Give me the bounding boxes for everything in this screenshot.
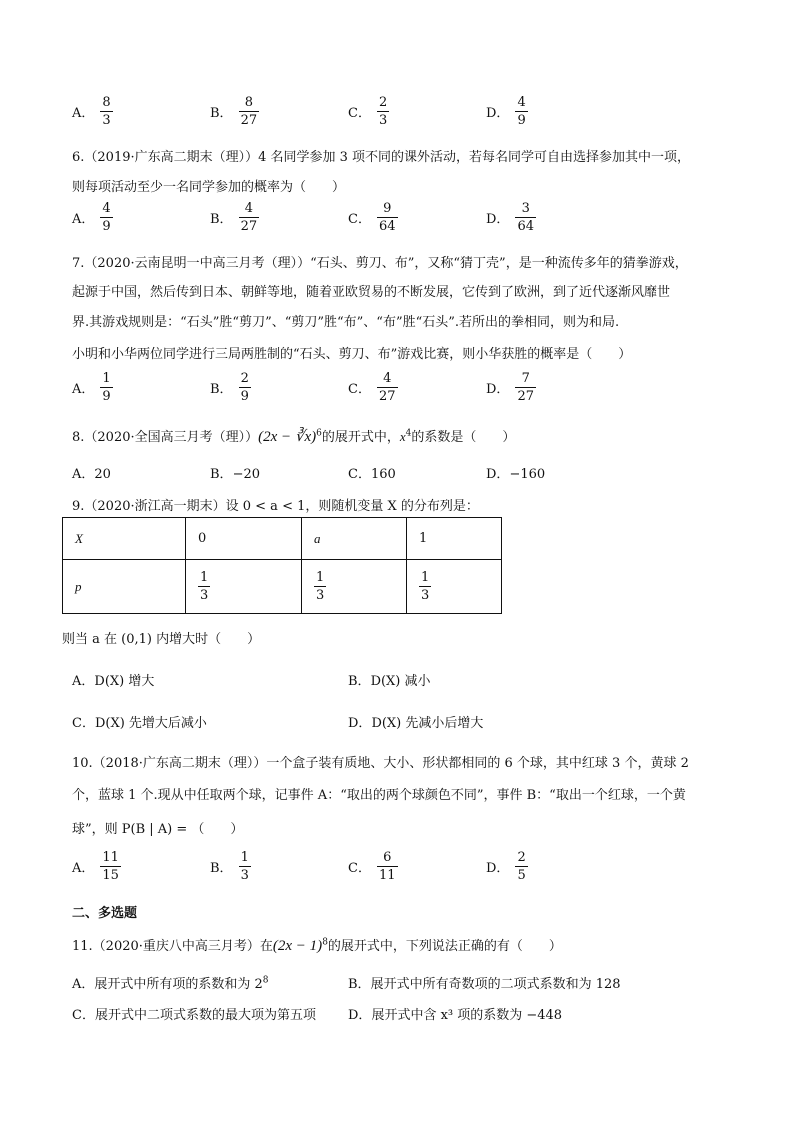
q5-option-c: [348, 96, 389, 127]
q8-term: x: [399, 429, 406, 444]
denominator: 9: [102, 389, 111, 404]
q11-prefix: 11.（2020·重庆八中高三月考）在: [72, 939, 273, 954]
fraction: [100, 96, 112, 127]
q10-option-d: [486, 851, 528, 882]
fraction: [419, 571, 431, 602]
denominator: 9: [517, 113, 526, 128]
option-label: D．: [486, 106, 510, 121]
q11-option-d: [348, 1004, 562, 1023]
q11-stem: [72, 935, 562, 955]
denominator: 64: [378, 219, 396, 234]
fraction: [239, 851, 251, 882]
q8-term-exponent: 4: [405, 428, 412, 439]
option-text: −20: [232, 467, 260, 482]
q6-stem-line2: 则每项活动至少一名同学参加的概率为（ ）: [72, 180, 346, 195]
fraction: [239, 96, 260, 127]
option-label: C．: [348, 106, 371, 121]
numerator: 4: [517, 95, 526, 110]
denominator: 64: [517, 219, 534, 234]
denominator: 27: [240, 219, 258, 234]
option-label: B．: [210, 861, 233, 876]
q8-option-b: [210, 463, 260, 482]
fraction: [377, 202, 398, 233]
q8-expression: (2x − ∛x): [258, 429, 317, 445]
numerator: 1: [316, 570, 325, 585]
option-label: C．: [72, 1008, 95, 1023]
option-text: 展开式中所有奇数项的二项式系数和为 128: [370, 977, 621, 992]
numerator: 2: [240, 371, 249, 386]
option-label: C．: [348, 212, 371, 227]
table-cell: [407, 560, 502, 614]
denominator: 15: [102, 868, 119, 883]
option-label: B．: [348, 674, 371, 689]
q7-option-b: [210, 372, 251, 403]
fraction: [198, 571, 210, 602]
denominator: 9: [240, 389, 249, 404]
option-label: B．: [348, 977, 371, 992]
q8-option-d: [486, 463, 545, 482]
q8-prefix: 8.（2020·全国高三月考（理））: [72, 430, 259, 445]
numerator: 9: [377, 202, 398, 218]
distribution-table: [62, 517, 502, 614]
numerator: 2: [378, 95, 388, 110]
fraction: [515, 96, 527, 127]
option-label: C．: [348, 382, 371, 397]
table-header-row: [63, 518, 502, 560]
q10-option-c: [348, 851, 398, 882]
q9-after-table: 则当 a 在 (0,1) 内增大时（ ）: [62, 632, 261, 647]
option-label: D．: [486, 212, 510, 227]
table-row: [63, 560, 502, 614]
option-label: D．: [486, 861, 510, 876]
q11-option-b: [348, 973, 621, 992]
q6-option-c: [348, 202, 398, 233]
q9-option-a: [72, 670, 154, 689]
option-text: −160: [509, 467, 546, 482]
q11-option-c: [72, 1004, 316, 1023]
numerator: 2: [517, 850, 526, 865]
numerator: 1: [240, 850, 249, 865]
option-label: A．: [72, 382, 95, 397]
q7-stem-line3: 界.其游戏规则是：“石头”胜“剪刀”、“剪刀”胜“布”、“布”胜“石头”.若所出的拳相同，则为和局.: [72, 315, 620, 330]
fraction: [377, 851, 398, 882]
fraction: [239, 202, 260, 233]
denominator: 3: [316, 588, 325, 603]
q6-option-d: [486, 202, 536, 233]
option-label: B．: [210, 467, 233, 482]
numerator: 4: [239, 202, 260, 218]
q10-stem-line1: 10.（2018·广东高二期末（理））一个盒子装有质地、大小、形状都相同的 6 个球，其中红球 3 个，黄球 2: [72, 756, 689, 771]
fraction: [377, 96, 389, 127]
q11-exponent: 8: [322, 937, 328, 948]
option-label: B．: [210, 212, 233, 227]
q5-option-a: [72, 96, 113, 127]
numerator: 6: [377, 851, 398, 867]
option-label: B．: [210, 382, 233, 397]
table-header-cell: a: [302, 518, 407, 560]
q8-option-a: [72, 463, 111, 482]
denominator: 11: [378, 868, 396, 883]
option-label: C．: [348, 467, 371, 482]
q9-option-c: [72, 712, 207, 731]
option-text: 展开式中含 x³ 项的系数为 −448: [371, 1008, 563, 1023]
denominator: 9: [102, 219, 111, 234]
q9-option-d: [348, 712, 483, 731]
numerator: 1: [421, 570, 430, 585]
fraction: [239, 372, 251, 403]
q7-stem-line1: 7.（2020·云南昆明一中高三月考（理））“石头、剪刀、布”，又称“猜丁壳”，是一种流传多年的猜拳游戏，: [72, 256, 688, 271]
q6-option-a: [72, 202, 113, 233]
denominator: 3: [240, 868, 249, 883]
fraction: [314, 571, 326, 602]
option-label: D．: [348, 1008, 372, 1023]
denominator: 3: [421, 588, 430, 603]
fraction: [100, 851, 121, 882]
q7-stem-line4: 小明和小华两位同学进行三局两胜制的“石头、剪刀、布”游戏比赛，则小华获胜的概率是（ ）: [72, 347, 632, 362]
option-text: D(X) 减小: [370, 674, 431, 689]
q7-option-c: [348, 372, 398, 403]
table-header-cell: X: [63, 518, 186, 560]
option-text: D(X) 增大: [94, 674, 155, 689]
option-label: A．: [72, 861, 95, 876]
option-label: C．: [348, 861, 371, 876]
q9-stem: 9.（2020·浙江高一期末）设 0 < a < 1，则随机变量 X 的分布列是：: [72, 499, 479, 514]
fraction: [515, 851, 527, 882]
option-superscript: 8: [262, 975, 269, 986]
option-text: 20: [94, 467, 111, 482]
option-label: D．: [486, 382, 510, 397]
denominator: 3: [378, 113, 388, 128]
numerator: 4: [102, 201, 111, 216]
fraction: [100, 202, 112, 233]
option-label: A．: [72, 106, 95, 121]
option-label: A．: [72, 212, 95, 227]
q11-suffix: 的展开式中，下列说法正确的有（ ）: [327, 939, 562, 954]
q7-option-a: [72, 372, 113, 403]
denominator: 27: [517, 389, 534, 404]
option-label: A．: [72, 674, 95, 689]
q8-option-c: [348, 463, 396, 482]
q8-suffix: 的系数是（ ）: [411, 430, 516, 445]
table-header-cell: 1: [407, 518, 502, 560]
q5-option-b: [210, 96, 259, 127]
option-label: D．: [486, 467, 510, 482]
denominator: 3: [200, 588, 209, 603]
fraction: [377, 372, 398, 403]
option-text: 展开式中所有项的系数和为 2: [94, 977, 263, 992]
denominator: 27: [378, 389, 396, 404]
q11-expression: (2x − 1): [272, 938, 323, 954]
option-text: 160: [370, 467, 396, 482]
q10-option-b: [210, 851, 251, 882]
q6-stem-line1: 6.（2019·广东高二期末（理））4 名同学参加 3 项不同的课外活动，若每名同学可自由选择参加其中一项，: [72, 150, 691, 165]
denominator: 3: [102, 113, 111, 128]
q7-stem-line2: 起源于中国，然后传到日本、朝鲜等地，随着亚欧贸易的不断发展，它传到了欧洲，到了近代逐渐风靡世: [72, 285, 671, 300]
numerator: 8: [102, 95, 111, 110]
option-label: A．: [72, 467, 95, 482]
q8-middle: 的展开式中，: [321, 430, 400, 445]
numerator: 8: [239, 96, 260, 112]
numerator: 3: [515, 202, 536, 218]
numerator: 1: [200, 570, 209, 585]
option-text: D(X) 先增大后减小: [94, 716, 207, 731]
option-text: 展开式中二项式系数的最大项为第五项: [94, 1008, 316, 1023]
option-text: D(X) 先减小后增大: [371, 716, 484, 731]
table-header-cell: 0: [186, 518, 302, 560]
q10-stem-line3: 球”，则 P(B | A) = （ ）: [72, 822, 244, 837]
table-cell: [186, 560, 302, 614]
option-label: D．: [348, 716, 372, 731]
numerator: 1: [102, 371, 111, 386]
option-label: A．: [72, 977, 95, 992]
table-cell: [302, 560, 407, 614]
fraction: [515, 372, 536, 403]
q6-option-b: [210, 202, 259, 233]
fraction: [515, 202, 536, 233]
denominator: 27: [240, 113, 258, 128]
numerator: 7: [515, 372, 536, 388]
option-label: C．: [72, 716, 95, 731]
q9-option-b: [348, 670, 431, 689]
option-label: B．: [210, 106, 233, 121]
q11-option-a: [72, 973, 269, 992]
q7-option-d: [486, 372, 536, 403]
numerator: 11: [102, 850, 119, 865]
fraction: [100, 372, 112, 403]
q10-stem-line2: 个，蓝球 1 个.现从中任取两个球，记事件 A：“取出的两个球颜色不同”，事件 B：“取出一个红球，一个黄: [72, 788, 686, 803]
q10-option-a: [72, 851, 121, 882]
q5-option-d: [486, 96, 528, 127]
denominator: 5: [517, 868, 526, 883]
q8-exponent: 6: [316, 428, 322, 439]
numerator: 4: [377, 372, 398, 388]
section-title: 二、多选题: [72, 906, 138, 921]
q8-stem: [72, 426, 515, 446]
table-row-label: p: [63, 560, 186, 614]
